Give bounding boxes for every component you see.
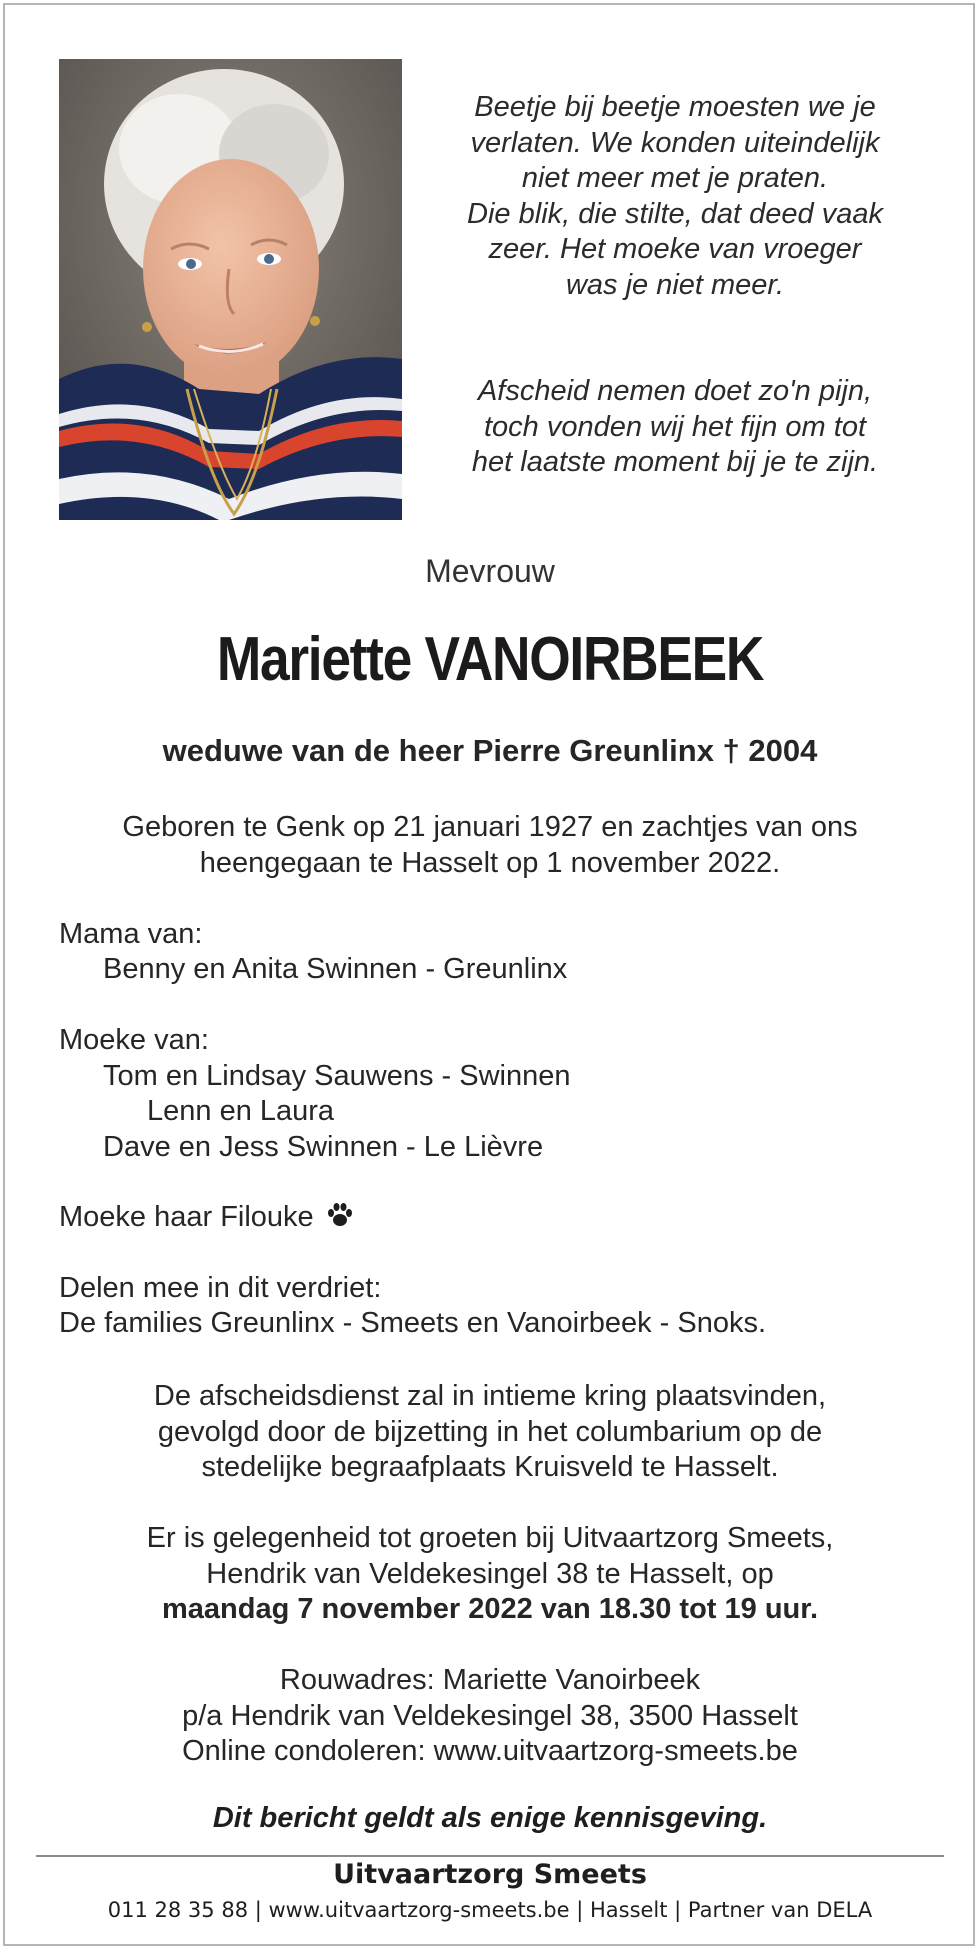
service-line: stedelijke begraafplaats Kruisveld te Hasselt. [201, 1451, 779, 1483]
poem-line: Beetje bij beetje moesten we je [474, 91, 876, 123]
poem-line: Afscheid nemen doet zo'n pijn, [477, 375, 873, 407]
salutation: Mevrouw [425, 553, 555, 589]
address-block [0, 1663, 980, 1770]
address-line: p/a Hendrik van Veldekesingel 38, 3500 Hasselt [182, 1699, 798, 1732]
poem-line: toch vonden wij het fijn om tot [483, 410, 867, 443]
deceased-name: Mariette VANOIRBEEK [216, 625, 764, 694]
visitation-line: Hendrik van Veldekesingel 38 te Hasselt, op [206, 1557, 774, 1590]
service-line: De afscheidsdienst zal in intieme kring plaatsvinden, [153, 1380, 827, 1412]
visitation-line: Er is gelegenheid tot groeten bij Uitvaartzorg Smeets, [146, 1522, 834, 1554]
footer-company: Uitvaartzorg Smeets [333, 1859, 647, 1890]
poem-line: verlaten. We konden uiteindelijk [470, 126, 880, 159]
share-heading: Delen mee in dit verdriet: [59, 1272, 382, 1304]
birth-death-line: Geboren te Genk op 21 januari 1927 en zachtjes van ons [122, 811, 858, 843]
paw-icon [326, 1201, 354, 1237]
address-line: Online condoleren: www.uitvaartzorg-smeets.be [182, 1735, 798, 1767]
moeke-heading: Moeke van: [59, 1024, 209, 1056]
moeke-name: Tom en Lindsay Sauwens - Swinnen [103, 1060, 571, 1092]
mama-heading: Mama van: [59, 918, 203, 950]
service-text [0, 1379, 980, 1486]
moeke-name: Lenn en Laura [147, 1095, 335, 1127]
address-line: Rouwadres: Mariette Vanoirbeek [279, 1664, 701, 1696]
portrait-photo [59, 59, 402, 520]
footer-divider [36, 1855, 944, 1857]
mama-name: Benny en Anita Swinnen - Greunlinx [103, 953, 568, 985]
notice-line: Dit bericht geldt als enige kennisgeving. [212, 1802, 768, 1834]
visitation-text [0, 1521, 980, 1628]
widow-line: weduwe van de heer Pierre Greunlinx † 2004 [162, 733, 818, 768]
poem-line: niet meer met je praten. [521, 162, 829, 194]
birth-death-text [0, 810, 980, 881]
service-line: gevolgd door de bijzetting in het columbarium op de [157, 1415, 823, 1448]
poem-line: het laatste moment bij je te zijn. [471, 446, 879, 478]
pet-line [59, 1201, 354, 1237]
footer-contact: 011 28 35 88 | www.uitvaartzorg-smeets.be | Hasselt | Partner van DELA [107, 1898, 873, 1922]
poem-line: Die blik, die stilte, dat deed vaak [467, 197, 883, 230]
poem-line: zeer. Het moeke van vroeger [488, 233, 862, 265]
moeke-name: Dave en Jess Swinnen - Le Lièvre [103, 1131, 544, 1163]
poem-line: was je niet meer. [565, 268, 785, 301]
poem-stanza-2 [430, 374, 920, 481]
share-line: De families Greunlinx - Smeets en Vanoirbeek - Snoks. [59, 1307, 767, 1339]
visitation-time: maandag 7 november 2022 van 18.30 tot 19 uur. [161, 1593, 818, 1625]
poem-stanza-1 [430, 90, 920, 303]
birth-death-line: heengegaan te Hasselt op 1 november 2022. [199, 846, 781, 879]
pet-label: Moeke haar Filouke [59, 1201, 314, 1233]
